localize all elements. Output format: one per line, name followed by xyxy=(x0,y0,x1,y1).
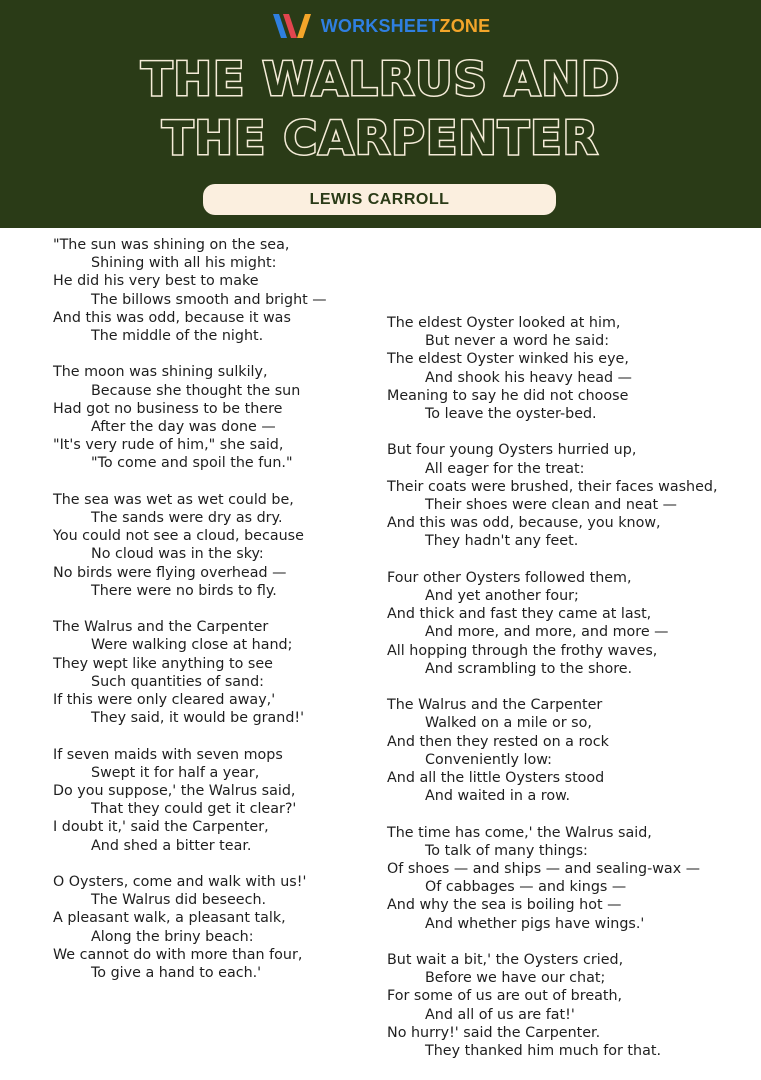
poem-line: "The sun was shining on the sea, xyxy=(53,237,290,253)
poem-line: The Walrus and the Carpenter xyxy=(53,619,269,636)
poem-line: And all of us are fat!' xyxy=(425,1006,575,1023)
poem-line: Because she thought the sun xyxy=(91,382,301,399)
poem-stanza xyxy=(53,873,327,982)
poem-line: The moon was shining sulkily, xyxy=(53,364,268,381)
poem-stanza xyxy=(53,746,327,855)
poem-line: All eager for the treat: xyxy=(425,460,585,477)
poem-line: And all the little Oysters stood xyxy=(387,770,605,787)
worksheetzone-logo-icon xyxy=(271,10,313,42)
poem-line: The sands were dry as dry. xyxy=(91,510,283,527)
poem-line: The sea was wet as wet could be, xyxy=(53,491,294,508)
poem-line: Swept it for half a year, xyxy=(91,764,260,781)
poem-line: And yet another four; xyxy=(425,588,579,605)
poem-line: If this were only cleared away,' xyxy=(53,692,276,709)
poem-line: After the day was done — xyxy=(91,418,276,435)
poem-title-line-2: THE CARPENTER xyxy=(162,111,599,165)
poem-line: But never a word he said: xyxy=(425,333,610,350)
poem-line: And whether pigs have wings.' xyxy=(425,915,645,932)
poem-line: And this was odd, because, you know, xyxy=(387,515,661,532)
poem-title-line-1: THE WALRUS AND xyxy=(140,52,621,106)
brand-logo[interactable] xyxy=(0,10,761,42)
poem-line: But four young Oysters hurried up, xyxy=(387,442,637,459)
poem-line: No hurry!' said the Carpenter. xyxy=(387,1024,601,1041)
poem-line: And this was odd, because it was xyxy=(53,309,291,326)
poem-line: Of cabbages — and kings — xyxy=(425,879,627,896)
poem-column-right xyxy=(387,314,718,1079)
poem-stanza xyxy=(387,441,718,550)
poem-line: No birds were flying overhead — xyxy=(53,564,287,581)
poem-line: But wait a bit,' the Oysters cried, xyxy=(387,952,624,969)
poem-line: The Walrus and the Carpenter xyxy=(387,697,603,714)
brand-name: WORKSHEETZONE xyxy=(320,15,491,36)
poem-line: The billows smooth and bright — xyxy=(91,291,327,308)
poem-line: They said, it would be grand!' xyxy=(91,710,305,727)
poem-line: O Oysters, come and walk with us!' xyxy=(53,874,307,891)
poem-line: And shook his heavy head — xyxy=(425,369,632,386)
poem-line: Conveniently low: xyxy=(425,751,552,768)
poem-line: And waited in a row. xyxy=(425,788,571,805)
poem-line: "It's very rude of him," she said, xyxy=(53,437,284,454)
poem-line: For some of us are out of breath, xyxy=(387,988,623,1005)
poem-line: "To come and spoil the fun." xyxy=(91,455,293,472)
poem-line: Walked on a mile or so, xyxy=(425,715,592,732)
poem-line: A pleasant walk, a pleasant talk, xyxy=(53,910,286,927)
poem-stanza xyxy=(53,363,327,472)
poem-line: He did his very best to make xyxy=(53,273,259,290)
poem-line: And shed a bitter tear. xyxy=(91,837,252,854)
poem-line: And then they rested on a rock xyxy=(387,733,609,750)
poem-line: I doubt it,' said the Carpenter, xyxy=(53,819,269,836)
poem-stanza xyxy=(53,491,327,600)
poem-column-left xyxy=(53,236,327,1001)
poem-line: The eldest Oyster looked at him, xyxy=(387,315,621,331)
poem-line: There were no birds to fly. xyxy=(91,582,277,599)
poem-line: To leave the oyster-bed. xyxy=(425,405,597,422)
poem-line: All hopping through the frothy waves, xyxy=(387,642,658,659)
poem-line: The eldest Oyster winked his eye, xyxy=(387,351,629,368)
poem-line: That they could get it clear?' xyxy=(91,801,297,818)
poem-line: The time has come,' the Walrus said, xyxy=(387,824,652,841)
poem-line: And more, and more, and more — xyxy=(425,624,669,641)
poem-line: And why the sea is boiling hot — xyxy=(387,897,622,914)
poem-line: To give a hand to each.' xyxy=(91,965,262,982)
poem-stanza xyxy=(53,618,327,727)
poem-line: They thanked him much for that. xyxy=(425,1043,662,1060)
poem-line: The middle of the night. xyxy=(91,327,264,344)
poem-line: Shining with all his might: xyxy=(91,255,277,272)
poem-line: And scrambling to the shore. xyxy=(425,660,633,677)
poem-line: They hadn't any feet. xyxy=(425,533,579,550)
poem-line: Before we have our chat; xyxy=(425,970,606,987)
poem-line: Were walking close at hand; xyxy=(91,637,293,654)
poem-line: Meaning to say he did not choose xyxy=(387,387,629,404)
poem-stanza xyxy=(387,569,718,678)
poem-line: Do you suppose,' the Walrus said, xyxy=(53,783,296,800)
poem-line: To talk of many things: xyxy=(425,842,588,859)
poem-line: If seven maids with seven mops xyxy=(53,746,283,763)
poem-stanza xyxy=(387,824,718,933)
poem-line: Such quantities of sand: xyxy=(91,673,264,690)
poem-line: Had got no business to be there xyxy=(53,400,283,417)
poem-stanza xyxy=(387,696,718,805)
poem-line: Four other Oysters followed them, xyxy=(387,569,632,586)
poem-stanza xyxy=(387,951,718,1060)
poem-line: No cloud was in the sky: xyxy=(91,546,264,563)
poem-stanza xyxy=(53,236,327,345)
header-banner xyxy=(0,0,761,228)
poem-line: You could not see a cloud, because xyxy=(53,528,304,545)
poem-line: The Walrus did beseech. xyxy=(91,892,267,909)
poem-line: Their coats were brushed, their faces washed, xyxy=(387,478,718,495)
poem-line: Of shoes — and ships — and sealing-wax — xyxy=(387,861,700,878)
poem-line: Along the briny beach: xyxy=(91,928,254,945)
poem-line: Their shoes were clean and neat — xyxy=(425,496,677,513)
poem-line: They wept like anything to see xyxy=(53,655,273,672)
poem-stanza xyxy=(387,314,718,423)
poem-line: And thick and fast they came at last, xyxy=(387,606,652,623)
poem-line: We cannot do with more than four, xyxy=(53,946,303,963)
author-badge: LEWIS CARROLL xyxy=(203,184,556,215)
